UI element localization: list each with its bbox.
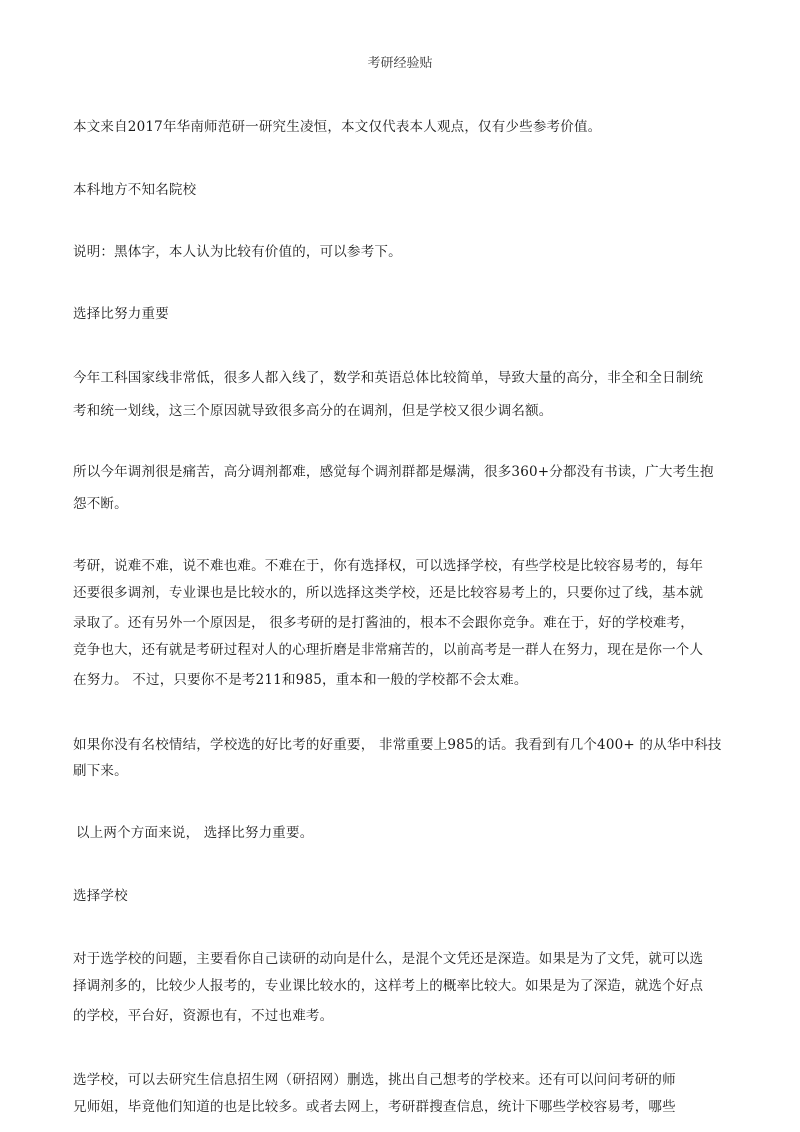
- paragraph-line: 竞争也大，还有就是考研过程对人的心理折磨是非常痛苦的，以前高考是一群人在努力，现在是你一个人: [73, 642, 704, 658]
- paragraph-line: 择调剂多的，比较少人报考的，专业课比较水的，这样考上的概率比较大。如果是为了深造，就选个好点: [73, 978, 704, 994]
- paragraph-line: 还要很多调剂，专业课也是比较水的，所以选择这类学校，还是比较容易考上的，只要你过了线，基本就: [73, 585, 704, 601]
- paragraph-line: 以上两个方面来说， 选择比努力重要。: [76, 825, 314, 841]
- paragraph-line: 兄师姐，毕竟他们知道的也是比较多。或者去网上，考研群搜查信息，统计下哪些学校容易考，哪些: [73, 1099, 676, 1115]
- paragraph-line: 怨不断。: [73, 496, 128, 512]
- document-title: 考研经验贴: [367, 56, 433, 71]
- paragraph-line: 如果你没有名校情结，学校选的好比考的好重要， 非常重要上985的话。我看到有几个400+ 的从华中科技: [73, 737, 722, 753]
- paragraph-line: 本文来自2017年华南师范研一研究生凌恒，本文仅代表本人观点，仅有少些参考价值。: [73, 119, 602, 135]
- section-heading: 选择学校: [73, 888, 128, 904]
- paragraph-line: 今年工科国家线非常低，很多人都入线了，数学和英语总体比较简单，导致大量的高分，非全和全日制统: [73, 370, 704, 386]
- paragraph-line: 本科地方不知名院校: [73, 182, 197, 198]
- paragraph-line: 说明：黑体字，本人认为比较有价值的，可以参考下。: [73, 244, 402, 260]
- paragraph-line: 所以今年调剂很是痛苦，高分调剂都难，感觉每个调剂群都是爆满，很多360+分都没有书读，广大考生抱: [73, 464, 714, 480]
- paragraph-line: 的学校，平台好，资源也有，不过也难考。: [73, 1008, 334, 1024]
- paragraph-line: 刷下来。: [73, 763, 128, 779]
- section-heading: 选择比努力重要: [73, 306, 169, 322]
- paragraph-line: 考和统一划线，这三个原因就导致很多高分的在调剂，但是学校又很少调名额。: [73, 403, 553, 419]
- paragraph-line: 录取了。还有另外一个原因是， 很多考研的是打酱油的，根本不会跟你竞争。难在于，好的学校难考，: [73, 615, 694, 631]
- paragraph-line: 选学校，可以去研究生信息招生网（研招网）删选，挑出自己想考的学校来。还有可以问问考研的师: [73, 1072, 676, 1088]
- paragraph-line: 对于选学校的问题，主要看你自己读研的动向是什么，是混个文凭还是深造。如果是为了文凭，就可以选: [73, 951, 704, 967]
- paragraph-line: 考研，说难不难，说不难也难。不难在于，你有选择权，可以选择学校，有些学校是比较容易考的，每年: [73, 558, 704, 574]
- paragraph-line: 在努力。 不过，只要你不是考211和985，重本和一般的学校都不会太难。: [73, 672, 528, 688]
